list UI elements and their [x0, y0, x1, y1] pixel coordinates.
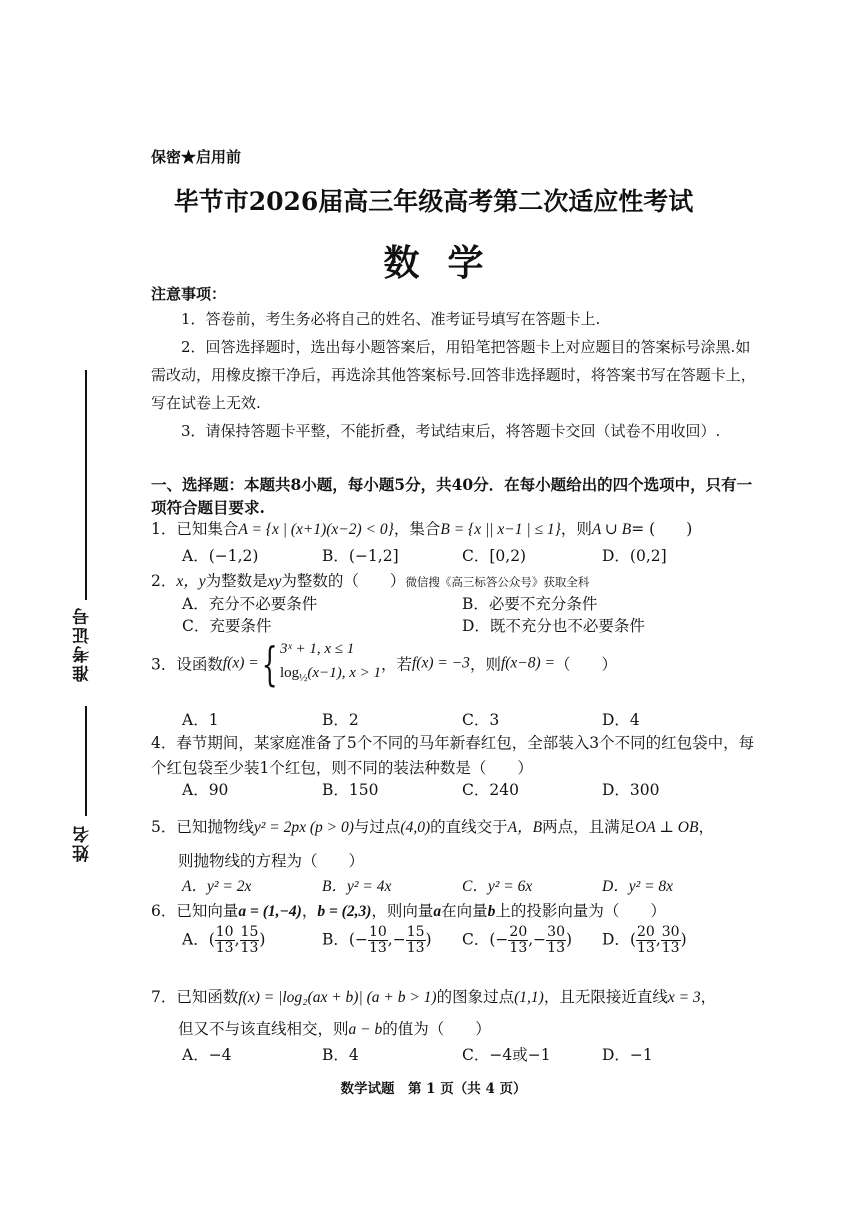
q5-curve: y² = 2px (p > 0) [253, 819, 354, 836]
q6-opt-a-open: ( [208, 930, 215, 949]
q6-opt-a-num-1: 10 [215, 924, 234, 940]
q7-text-a: 7．已知函数 [151, 988, 239, 1006]
q6-opt-a-label: A． [182, 930, 209, 949]
q7-text-c: ，且无限接近直线 [543, 988, 668, 1006]
q5-option-d: D．y² = 8x [602, 878, 674, 895]
q6-text-e: 上的投影向量为（ ） [495, 902, 666, 920]
q1-text-c: ，则 [560, 520, 592, 538]
q6-opt-c-den-1: 13 [509, 940, 528, 956]
q5-text-a: 5．已知抛物线 [151, 818, 254, 836]
q4-option-d: D．300 [602, 781, 660, 799]
q2-text-a: 为整数是 [205, 572, 268, 590]
q6-opt-b-den-2: 13 [406, 940, 425, 956]
q6-vec-b: b = (2,3) [317, 903, 372, 920]
q1-text-a: 1．已知集合 [151, 520, 239, 538]
q7-amb: a − b [348, 1021, 383, 1038]
q4-option-b: B．150 [322, 781, 379, 799]
note-item-1: 1．答卷前，考生务必将自己的姓名、准考证号填写在答题卡上. [181, 310, 601, 328]
q6-opt-c-close: ) [566, 930, 573, 949]
q6-opt-d-den-1: 13 [637, 940, 655, 956]
q6-opt-b-sep: ,− [387, 930, 406, 949]
q3-piece-2: (x−1), x > 1 [307, 665, 381, 681]
q5-text-c: 的直线交于 [430, 818, 508, 836]
q2-vars: x，y [176, 573, 206, 590]
q6-opt-a-frac-1 [215, 925, 235, 956]
q6-opt-a-frac-2 [240, 925, 260, 956]
q3-pieces [280, 637, 381, 690]
notes-heading: 注意事项： [151, 285, 227, 303]
q5-text-e: ， [698, 818, 714, 836]
q6-option-c [462, 925, 572, 956]
q7-option-a: A．−4 [182, 1046, 232, 1064]
name-label: 姓名 [73, 824, 93, 862]
q6-opt-c-frac-2 [546, 925, 566, 956]
question-7-line-2 [178, 1017, 491, 1039]
note-item-2: 2．回答选择题时，选出每小题答案后，用铅笔把答题卡上对应题目的答案标号涂黑.如需改动，用橡皮擦干净后，再选涂其他答案标号.回答非选择题时，将答案书写在答题卡上，写在试卷上无效. [151, 338, 756, 412]
q3-option-d: D．4 [602, 711, 640, 729]
q6-opt-b-num-2: 15 [406, 924, 425, 940]
q6-opt-a-sep: , [234, 930, 240, 949]
q6-opt-a-den-1: 13 [215, 940, 234, 956]
q6-opt-a-den-2: 13 [240, 940, 259, 956]
q6-opt-d-close: ) [680, 930, 687, 949]
question-4: 4．春节期间，某家庭准备了5个不同的马年新春红包，全部装入3个不同的红包袋中，每个红包袋至少装1个红包，则不同的装法种数是（ ） [151, 734, 755, 777]
q3-option-c: C．3 [462, 711, 500, 729]
q5-point: (4,0) [400, 819, 431, 836]
q7-line2-a: 但又不与该直线相交，则 [178, 1020, 349, 1038]
q6-option-d [602, 925, 687, 956]
q3-cond: f(x) = −3 [412, 654, 470, 672]
q1-union: A ∪ B [591, 521, 632, 538]
q6-b: b [487, 903, 496, 920]
q3-text-b: ，若 [380, 655, 412, 674]
q1-option-d: D．(0,2] [602, 547, 667, 565]
q5-text-d: 两点，且满足 [542, 818, 636, 836]
q6-a: a [433, 903, 442, 920]
q3-text-d: （ ） [555, 655, 618, 674]
q3-option-a: A．1 [182, 711, 219, 729]
q3-piece-1: 3ˣ + 1, x ≤ 1 [280, 641, 355, 657]
question-6 [151, 899, 666, 921]
q5-option-c: C．y² = 6x [462, 878, 533, 895]
q6-opt-b-den-1: 13 [368, 940, 387, 956]
exam-no-line-bottom [85, 706, 87, 816]
q2-option-c: C．充要条件 [182, 617, 272, 635]
q6-opt-a-close: ) [259, 930, 266, 949]
q7-option-b: B．4 [322, 1046, 359, 1064]
q6-opt-b-frac-1 [368, 925, 388, 956]
q3-brace: { [261, 636, 278, 691]
q6-opt-c-open: (− [489, 930, 509, 949]
q6-opt-d-num-2: 30 [661, 924, 680, 940]
subject-title: 数学 [383, 242, 512, 284]
q5-points: A，B [507, 819, 543, 836]
q3-text-a: 3．设函数 [151, 655, 223, 674]
q2-option-a: A．充分不必要条件 [182, 595, 318, 613]
q6-opt-b-frac-2 [406, 925, 426, 956]
q6-opt-c-den-2: 13 [547, 940, 565, 956]
q7-text-d: ， [700, 988, 717, 1006]
q1-text-b: ，集合 [393, 520, 441, 538]
q4-option-c: C．240 [462, 781, 519, 799]
q6-opt-d-frac-1 [636, 925, 656, 956]
q7-option-d: D．−1 [602, 1046, 653, 1064]
q6-opt-c-frac-1 [508, 925, 528, 956]
q6-opt-b-close: ) [425, 930, 432, 949]
q1-option-b: B．(−1,2] [322, 547, 399, 565]
question-3 [151, 637, 617, 690]
question-5 [151, 815, 714, 837]
exam-title: 毕节市2026届高三年级高考第二次适应性考试 [173, 187, 694, 216]
q6-text-d: 在向量 [441, 902, 488, 920]
q6-opt-d-sep: , [655, 930, 661, 949]
q3-option-b: B．2 [322, 711, 359, 729]
question-1 [151, 517, 692, 539]
q1-set-a: A = {x | (x+1)(x−2) < 0} [238, 521, 394, 538]
note-item-3: 3．请保持答题卡平整，不能折叠，考试结束后，将答题卡交回（试卷不用收回）. [181, 422, 721, 440]
q7-fx: f(x) = |log₂(ax + b)| (a + b > 1) [238, 989, 437, 1006]
q7-point: (1,1) [514, 989, 544, 1006]
q1-option-a: A．(−1,2) [182, 547, 259, 565]
q6-opt-b-open: (− [348, 930, 368, 949]
exam-no-line-top [85, 370, 87, 600]
q2-watermark: 微信搜《高三标答公众号》获取全科 [405, 575, 590, 589]
q7-line: x = 3 [667, 989, 701, 1006]
q2-option-d: D．既不充分也不必要条件 [462, 617, 645, 635]
q6-text-c: ，则向量 [371, 902, 434, 920]
q6-option-b [322, 925, 432, 956]
q6-text-a: 6．已知向量 [151, 902, 239, 920]
q2-text-b: 为整数的（ ） [281, 572, 406, 590]
q6-opt-c-num-1: 20 [509, 924, 528, 940]
q1-set-b: B = {x || x−1 | ≤ 1} [440, 521, 561, 538]
q6-opt-d-den-2: 13 [661, 940, 680, 956]
q5-option-a: A．y² = 2x [182, 878, 252, 895]
q7-option-c: C．−4或−1 [462, 1046, 551, 1064]
q6-option-a [182, 925, 265, 956]
q1-text-d: = ( ) [631, 520, 693, 538]
q3-log-base: ½ [299, 672, 308, 684]
q3-fx: f(x) = [222, 654, 259, 672]
q5-text-b: 与过点 [353, 818, 401, 836]
q4-option-a: A．90 [182, 781, 229, 799]
q6-opt-d-num-1: 20 [637, 924, 655, 940]
q6-opt-c-sep: ,− [528, 930, 547, 949]
section-1-heading: 一、选择题：本题共8小题，每小题5分，共40分．在每小题给出的四个选项中，只有一项符合题目要求. [151, 475, 753, 517]
q6-vec-a: a = (1,−4) [238, 903, 302, 920]
q6-opt-c-num-2: 30 [547, 924, 565, 940]
q6-opt-b-label: B． [322, 930, 349, 949]
q2-number: 2． [151, 572, 177, 590]
page-footer: 数学试题 第 1 页（共 4 页） [340, 1081, 527, 1097]
question-5-line-2: 则抛物线的方程为（ ） [178, 852, 365, 870]
confidential-label: 保密★启用前 [151, 148, 242, 166]
question-7 [151, 985, 716, 1007]
q5-option-b: B．y² = 4x [322, 878, 392, 895]
q2-xy: xy [267, 573, 282, 590]
q6-opt-d-frac-2 [661, 925, 681, 956]
q3-ask: f(x−8) = [500, 654, 556, 672]
q3-text-c: ，则 [469, 655, 501, 674]
exam-no-label: 准考证号 [73, 606, 93, 682]
q3-log: log [280, 665, 300, 681]
q6-opt-a-num-2: 15 [240, 924, 259, 940]
q6-opt-c-label: C． [462, 930, 490, 949]
q5-perp: OA ⊥ OB [635, 819, 699, 836]
q6-opt-d-label: D． [602, 930, 630, 949]
q7-text-b: 的图象过点 [436, 988, 515, 1006]
q6-text-b: ， [301, 902, 318, 920]
q7-line2-b: 的值为（ ） [382, 1020, 491, 1038]
question-2 [151, 569, 589, 591]
q1-option-c: C．[0,2) [462, 547, 527, 565]
q6-opt-d-open: ( [629, 930, 636, 949]
q6-opt-b-num-1: 10 [368, 924, 387, 940]
q2-option-b: B．必要不充分条件 [462, 595, 598, 613]
